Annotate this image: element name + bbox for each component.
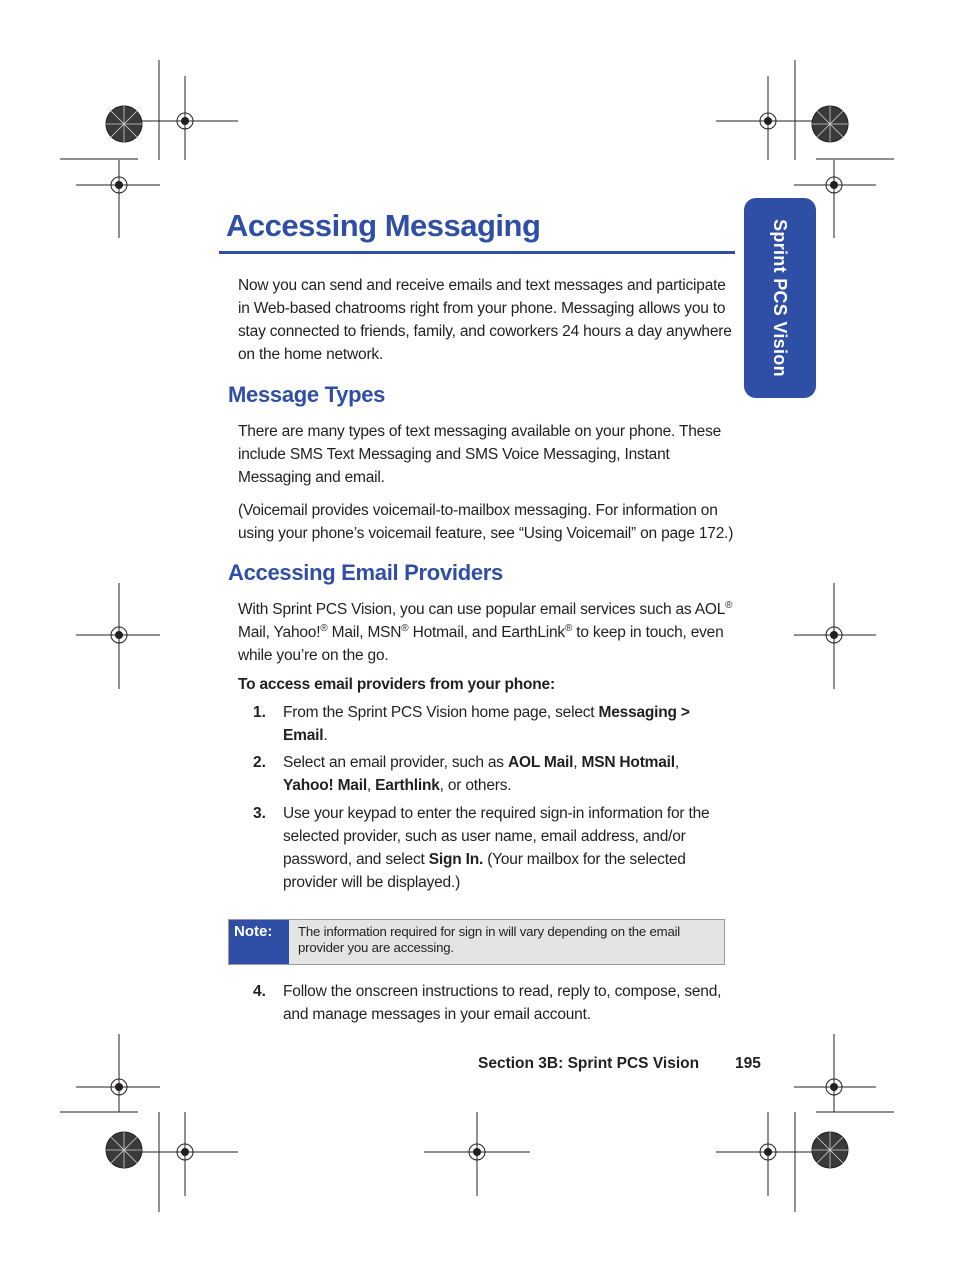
email-providers-intro: With Sprint PCS Vision, you can use popular email services such as AOL® Mail, Yahoo!® Mail, MSN® Hotmail, and EarthLink® to keep in touch, even while you’re on the go. bbox=[238, 599, 733, 664]
step-text: From the Sprint PCS Vision home page, select Messaging > Email. bbox=[283, 704, 690, 744]
note-box bbox=[228, 919, 725, 965]
section-side-tab bbox=[744, 198, 816, 398]
step-number: 2. bbox=[253, 754, 266, 771]
page-number: 195 bbox=[735, 1055, 761, 1072]
step-text: Follow the onscreen instructions to read, reply to, compose, send, and manage messages in your email account. bbox=[283, 983, 722, 1023]
heading-email-providers: Accessing Email Providers bbox=[228, 560, 503, 585]
footer-section-label: Section 3B: Sprint PCS Vision bbox=[478, 1055, 700, 1072]
step-text: Use your keypad to enter the required sign-in information for the selected provider, such as user name, email address, and/or password, and select Sign In. (Your mailbox for the selected provider will be displayed.) bbox=[283, 805, 710, 891]
procedure-title: To access email providers from your phone: bbox=[238, 676, 555, 693]
side-tab-label: Sprint PCS Vision bbox=[770, 219, 790, 377]
intro-paragraph: Now you can send and receive emails and text messages and participate in Web-based chatrooms right from your phone. Messaging allows you to stay connected to friends, family, and coworkers 24 hours a day anywhere on the home network. bbox=[238, 277, 732, 363]
voicemail-paragraph: (Voicemail provides voicemail-to-mailbox messaging. For information on using your phone’s voicemail feature, see “Using Voicemail” on page 172.) bbox=[238, 502, 734, 542]
page-title: Accessing Messaging bbox=[226, 208, 541, 243]
step-number: 4. bbox=[253, 983, 266, 1000]
title-underline bbox=[219, 251, 735, 254]
heading-message-types: Message Types bbox=[228, 382, 386, 407]
step-number: 1. bbox=[253, 704, 266, 721]
step-text: Select an email provider, such as AOL Mail, MSN Hotmail, Yahoo! Mail, Earthlink, or others. bbox=[283, 754, 679, 794]
note-text: The information required for sign in will vary depending on the email provider you are accessing. bbox=[298, 924, 681, 955]
step-number: 3. bbox=[253, 805, 266, 822]
message-types-paragraph: There are many types of text messaging available on your phone. These include SMS Text Messaging and SMS Voice Messaging, Instant Messaging and email. bbox=[238, 423, 722, 486]
note-label: Note: bbox=[229, 920, 289, 964]
